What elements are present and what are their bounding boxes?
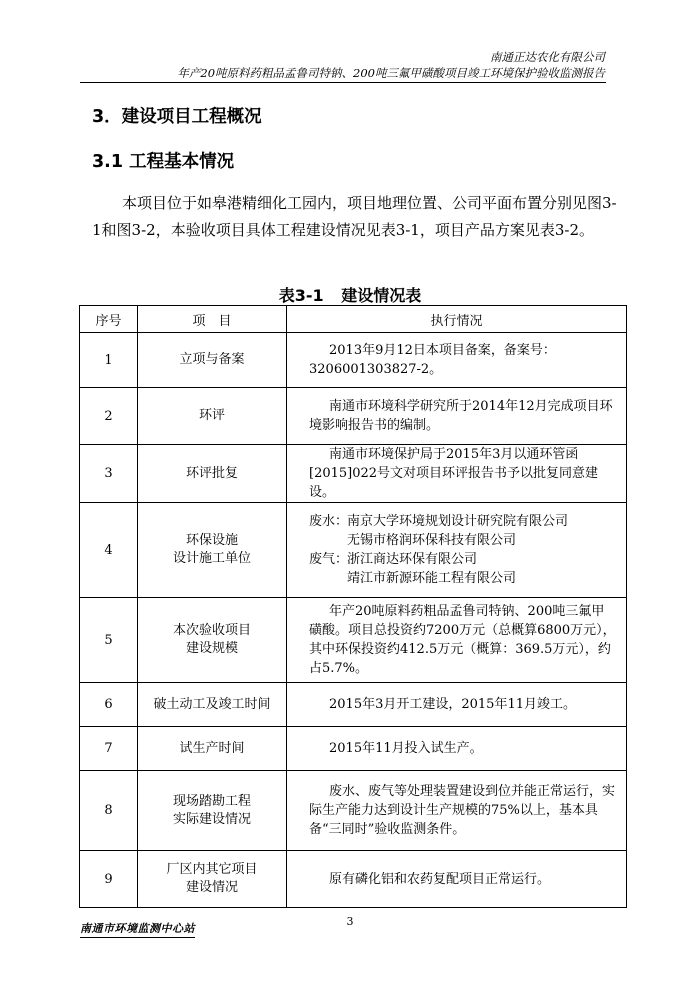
row-item-line1: 厂区内其它项目 bbox=[166, 862, 258, 877]
row-item-line2: 建设规模 bbox=[185, 641, 238, 656]
row-detail-text: 废水、废气等处理装置建设到位并能正常运行，实际生产能力达到设计生产规模的75%以上，基本具备“三同时”验收监测条件。 bbox=[309, 784, 616, 837]
row-item-line1: 现场踏勘工程 bbox=[172, 793, 251, 809]
table-row bbox=[80, 503, 627, 598]
row-item-line2: 实际建设情况 bbox=[172, 811, 251, 827]
row-no: 2 bbox=[80, 388, 138, 445]
table-row bbox=[80, 445, 627, 503]
table-row bbox=[80, 333, 627, 388]
table-caption-title: 建设情况表 bbox=[341, 286, 422, 305]
row-detail-text: 南通市环境科学研究所于2014年12月完成项目环境影响报告书的编制。 bbox=[309, 399, 613, 433]
section-title: 3．建设项目工程概况 bbox=[92, 107, 262, 127]
row-item bbox=[138, 598, 287, 683]
header-item: 项 目 bbox=[138, 306, 287, 333]
table-row bbox=[80, 598, 627, 683]
row-item-line2: 建设情况 bbox=[185, 880, 238, 895]
row-item: 环评批复 bbox=[138, 445, 287, 503]
row-detail-text: 2015年3月开工建设，2015年11月竣工。 bbox=[329, 697, 576, 712]
table-row bbox=[80, 771, 627, 851]
gas-label: 废气： bbox=[309, 552, 349, 567]
header-company: 南通正达农化有限公司 bbox=[490, 50, 605, 64]
row-no: 3 bbox=[80, 445, 138, 503]
row-item: 试生产时间 bbox=[138, 727, 287, 771]
row-no: 5 bbox=[80, 598, 138, 683]
row-no: 6 bbox=[80, 683, 138, 727]
row-item-line1: 环保设施 bbox=[185, 533, 238, 548]
row-item bbox=[138, 503, 287, 598]
intro-paragraph: 本项目位于如皋港精细化工园内，项目地理位置、公司平面布置分别见图3-1和图3-2，本验收项目具体工程建设情况见表3-1，项目产品方案见表3-2。 bbox=[92, 194, 617, 239]
row-no: 7 bbox=[80, 727, 138, 771]
row-detail-text: 年产20吨原料药粗品孟鲁司特钠、200吨三氟甲磺酸。项目总投资约7200万元（总概算6800万元），其中环保投资约412.5万元（概算：369.5万元），约占5.7%。 bbox=[309, 604, 616, 676]
header-no: 序号 bbox=[80, 306, 138, 333]
row-no: 9 bbox=[80, 851, 138, 908]
table-row bbox=[80, 388, 627, 445]
row-no: 4 bbox=[80, 503, 138, 598]
row-detail-text: 南通市环境保护局于2015年3月以通环管函[2015]022号文对项目环评报告书予以批复同意建设。 bbox=[309, 447, 599, 500]
row-detail bbox=[287, 333, 627, 388]
water-unit-2: 无锡市格润环保科技有限公司 bbox=[347, 533, 517, 548]
row-detail-text: 2015年11月投入试生产。 bbox=[329, 741, 483, 756]
page-number: 3 bbox=[346, 915, 354, 928]
row-detail-text: 2013年9月12日本项目备案，备案号：3206001303827-2。 bbox=[309, 343, 556, 377]
row-detail bbox=[287, 503, 627, 598]
row-detail bbox=[287, 445, 627, 503]
water-unit-1: 南京大学环境规划设计研究院有限公司 bbox=[347, 514, 569, 529]
row-detail bbox=[287, 598, 627, 683]
table-header-row bbox=[80, 306, 627, 333]
row-item: 立项与备案 bbox=[138, 333, 287, 388]
subsection-title: 3.1 工程基本情况 bbox=[92, 152, 235, 172]
header-divider bbox=[80, 82, 606, 83]
row-no: 8 bbox=[80, 771, 138, 851]
row-detail bbox=[287, 388, 627, 445]
gas-unit-2: 靖江市新源环能工程有限公司 bbox=[347, 571, 517, 586]
row-item bbox=[138, 771, 287, 851]
table-row bbox=[80, 683, 627, 727]
header-detail: 执行情况 bbox=[287, 306, 627, 333]
gas-unit-1: 浙江商达环保有限公司 bbox=[347, 552, 478, 567]
row-detail bbox=[287, 771, 627, 851]
row-item: 破土动工及竣工时间 bbox=[138, 683, 287, 727]
row-detail-text: 原有磷化铝和农药复配项目正常运行。 bbox=[329, 871, 551, 887]
row-detail bbox=[287, 683, 627, 727]
row-item bbox=[138, 851, 287, 908]
table-caption-number: 表3-1 bbox=[278, 286, 324, 305]
row-item: 环评 bbox=[138, 388, 287, 445]
table-caption bbox=[0, 283, 700, 306]
row-no: 1 bbox=[80, 333, 138, 388]
table-row bbox=[80, 851, 627, 908]
row-detail bbox=[287, 851, 627, 908]
water-label: 废水： bbox=[309, 514, 349, 529]
header-report-title: 年产20吨原料药粗品孟鲁司特钠、200吨三氟甲磺酸项目竣工环境保护验收监测报告 bbox=[177, 66, 605, 80]
row-detail bbox=[287, 727, 627, 771]
table-row bbox=[80, 727, 627, 771]
row-item-line2: 设计施工单位 bbox=[172, 551, 251, 566]
footer-station: 南通市环境监测中心站 bbox=[80, 920, 195, 938]
construction-status-table bbox=[79, 305, 627, 908]
row-item-line1: 本次验收项目 bbox=[172, 623, 251, 638]
